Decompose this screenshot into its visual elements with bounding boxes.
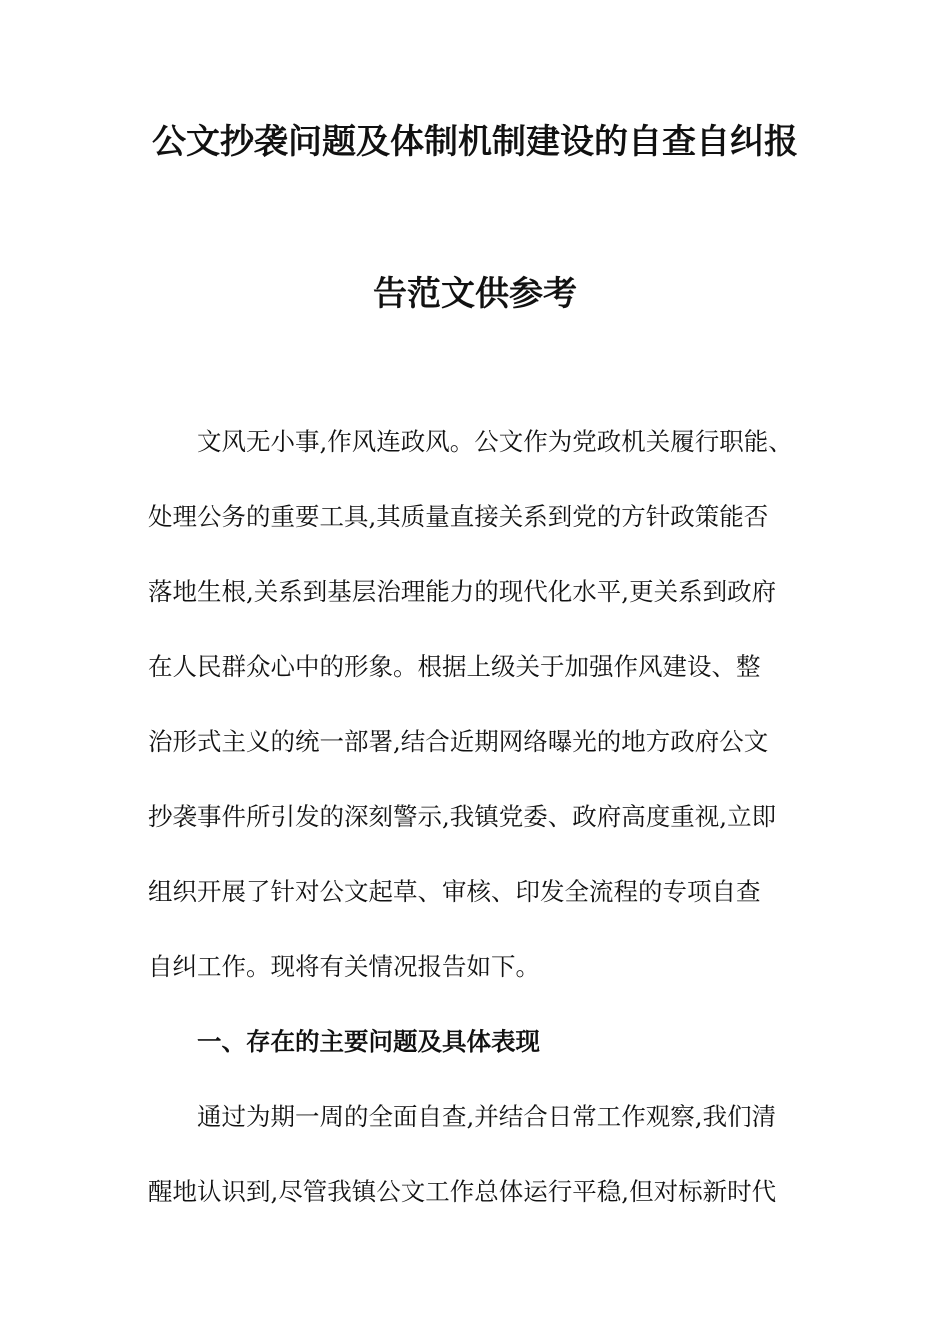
document-title-line-2: 告范文供参考 — [373, 274, 577, 314]
intro-line-7: 组织开展了针对公文起草、审核、印发全流程的专项自查 — [148, 877, 761, 906]
intro-line-1: 文风无小事,作风连政风。公文作为党政机关履行职能、 — [197, 427, 793, 456]
document-title-line-1: 公文抄袭问题及体制机制建设的自查自纠报 — [152, 122, 798, 162]
intro-line-2: 处理公务的重要工具,其质量直接关系到党的方针政策能否 — [148, 502, 769, 531]
intro-line-3: 落地生根,关系到基层治理能力的现代化水平,更关系到政府 — [148, 577, 777, 606]
intro-line-8: 自纠工作。现将有关情况报告如下。 — [148, 952, 540, 981]
intro-line-5: 治形式主义的统一部署,结合近期网络曝光的地方政府公文 — [148, 727, 769, 756]
intro-line-4: 在人民群众心中的形象。根据上级关于加强作风建设、整 — [148, 652, 761, 681]
section-1-line-1: 通过为期一周的全面自查,并结合日常工作观察,我们清 — [197, 1102, 777, 1131]
section-1-heading: 一、存在的主要问题及具体表现 — [197, 1027, 540, 1056]
intro-line-6: 抄袭事件所引发的深刻警示,我镇党委、政府高度重视,立即 — [148, 802, 777, 831]
section-1-line-2: 醒地认识到,尽管我镇公文工作总体运行平稳,但对标新时代 — [148, 1177, 777, 1206]
